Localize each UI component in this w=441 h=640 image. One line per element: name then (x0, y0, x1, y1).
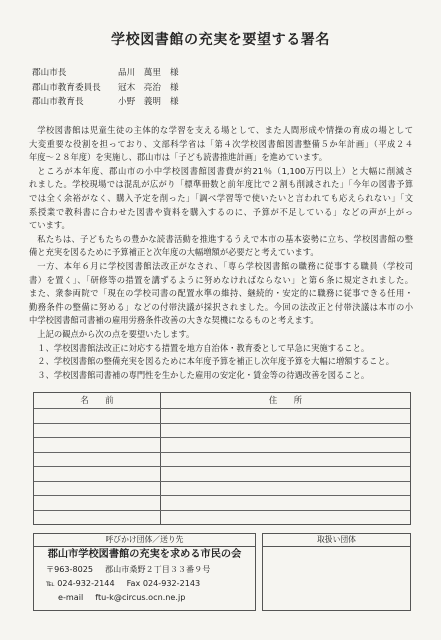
addressee-list (32, 66, 232, 110)
addressee-row (32, 95, 232, 110)
request-item: １、学校図書館法改正に対応する措置を地方自治体・教育委として早急に実施すること。 (37, 342, 370, 353)
addressee-office: 郡山市長 (32, 68, 67, 78)
signature-row (34, 437, 410, 452)
paragraph (29, 260, 413, 328)
sender-box-header: 呼びかけ団体／送り先 (34, 534, 255, 547)
petition-body (29, 124, 413, 382)
body-line: 年度～２８年度）を実施し、郡山市は「子ども読書推進計画」を進めています。 (29, 152, 328, 163)
organization-name: 郡山市学校図書館の充実を求める市民の会 (47, 549, 242, 560)
body-line: では全く余裕がなく、購入予定を削った」「調べ学習等で使いたいと言われても応えられない」「文 (29, 192, 413, 203)
sender-phone-line (34, 576, 255, 590)
signature-row (34, 408, 410, 423)
body-line: 勤務条件の整備に努める」などの付帯決議が採択されました。今回の法改正と付帯決議は本市の小 (29, 301, 413, 312)
body-line: 一方、本年６月に学校図書館法改正がなされ、「専ら学校図書館の職務に従事する職員（学校司 (37, 260, 413, 271)
body-line: 書）を置く」、「研修等の措置を講ずるように努めなければならない」と第６条に規定されました。 (29, 274, 413, 285)
signature-address-cell (161, 511, 410, 525)
signature-name-cell (34, 467, 161, 481)
email-label: e-mail (58, 592, 84, 602)
signature-row (34, 510, 410, 525)
signature-row (34, 452, 410, 467)
paragraph (29, 124, 413, 165)
body-line: れました。学校現場では混乱が広がり「標準冊数と前年度比で２割も削減された」「今年の図書予算 (29, 179, 413, 190)
signature-name-cell (34, 496, 161, 510)
addressee-row (32, 66, 232, 81)
addressee-office: 郡山市教育長 (32, 97, 84, 107)
body-line: 学校図書館は児童生徒の主体的な学習を支える場として、また人間形成や情操の育成の場として (37, 125, 413, 135)
signature-name-cell (34, 409, 161, 423)
signature-name-cell (34, 438, 161, 452)
tel-number: ℡ 024-932-2144 (46, 578, 115, 588)
signature-table (33, 392, 411, 525)
fax-number: Fax 024-932-2143 (126, 578, 201, 588)
body-line: また、衆参両院で「現在の学校司書の配置水準の維持、継続的・安定的に職務に従事できる任用・ (29, 288, 413, 299)
addressee-honorific: 様 (170, 68, 179, 78)
addressee-name: 小野 義明 (118, 97, 161, 107)
body-line: ところが本年度、郡山市の小中学校図書館図書費が約21％（1,100万円以上）と大幅に削減さ (37, 165, 413, 176)
body-line: 中学校図書館司書補の雇用労務条件改善の大きな契機になるものと考えます。 (29, 315, 319, 326)
signature-address-cell (161, 453, 410, 467)
request-item: ３、学校図書館司書補の専門性を生かした雇用の安定化・賃金等の待遇改善を図ること。 (37, 369, 370, 380)
signature-address-cell (161, 496, 410, 510)
signature-row (34, 481, 410, 496)
body-line: 私たちは、子どもたちの豊かな読書活動を推進するうえで本市の基本姿勢に立ち、学校図書館の整 (37, 233, 413, 244)
handler-box (262, 533, 411, 611)
sender-email-line (34, 590, 255, 604)
sender-address-line (34, 562, 255, 576)
email-address: ftu-k@circus.ocn.ne.jp (95, 592, 186, 602)
signature-address-cell (161, 438, 410, 452)
signature-address-cell (161, 409, 410, 423)
sender-box (33, 533, 256, 611)
name-column-header: 名 前 (34, 393, 161, 408)
request-intro: 上記の観点から次の点を要望いたします。 (37, 328, 195, 339)
signature-name-cell (34, 424, 161, 438)
addressee-row (32, 81, 232, 96)
addressee-office: 郡山市教育委員長 (32, 82, 101, 93)
signature-row (34, 423, 410, 438)
page-title: 学校図書館の充実を要望する署名 (111, 32, 330, 48)
addressee-honorific: 様 (170, 97, 179, 107)
addressee-honorific: 様 (170, 82, 179, 93)
address-column-header: 住 所 (268, 395, 303, 405)
signature-name-cell (34, 453, 161, 467)
signature-address-cell (161, 467, 410, 481)
signature-row (34, 466, 410, 481)
body-line: 備と充実を図るために予算補正と次年度の大幅増額が必要だと考えています。 (29, 247, 319, 258)
body-line: 大変重要な役割を担っており、文部科学省は「第４次学校図書館図書整備５か年計画」（平成２４ (29, 138, 413, 149)
signature-name-cell (34, 482, 161, 496)
handler-box-header: 取扱い団体 (263, 534, 410, 547)
postal-code: 〒963-8025 (46, 564, 94, 574)
request-item: ２、学校図書館の整備充実を図るために本年度予算を補正し次年度予算を大幅に増額すること。 (37, 356, 395, 367)
signature-address-cell (161, 482, 410, 496)
request-list (29, 342, 413, 383)
signature-table-header (34, 393, 410, 408)
signature-row (34, 495, 410, 510)
body-line: 系授業で教科書に合わせた図書や資料を購入するのに、予算が不足している」などの声が上がっ (29, 206, 413, 217)
addressee-name: 品川 萬里 (118, 68, 161, 78)
paragraph (29, 165, 413, 233)
addressee-name: 冠木 亮治 (118, 82, 161, 93)
signature-name-cell (34, 511, 161, 525)
signature-address-cell (161, 424, 410, 438)
body-line: ています。 (29, 220, 70, 231)
postal-address: 郡山市桑野２丁目３３番９号 (105, 564, 211, 574)
paragraph (29, 233, 413, 260)
